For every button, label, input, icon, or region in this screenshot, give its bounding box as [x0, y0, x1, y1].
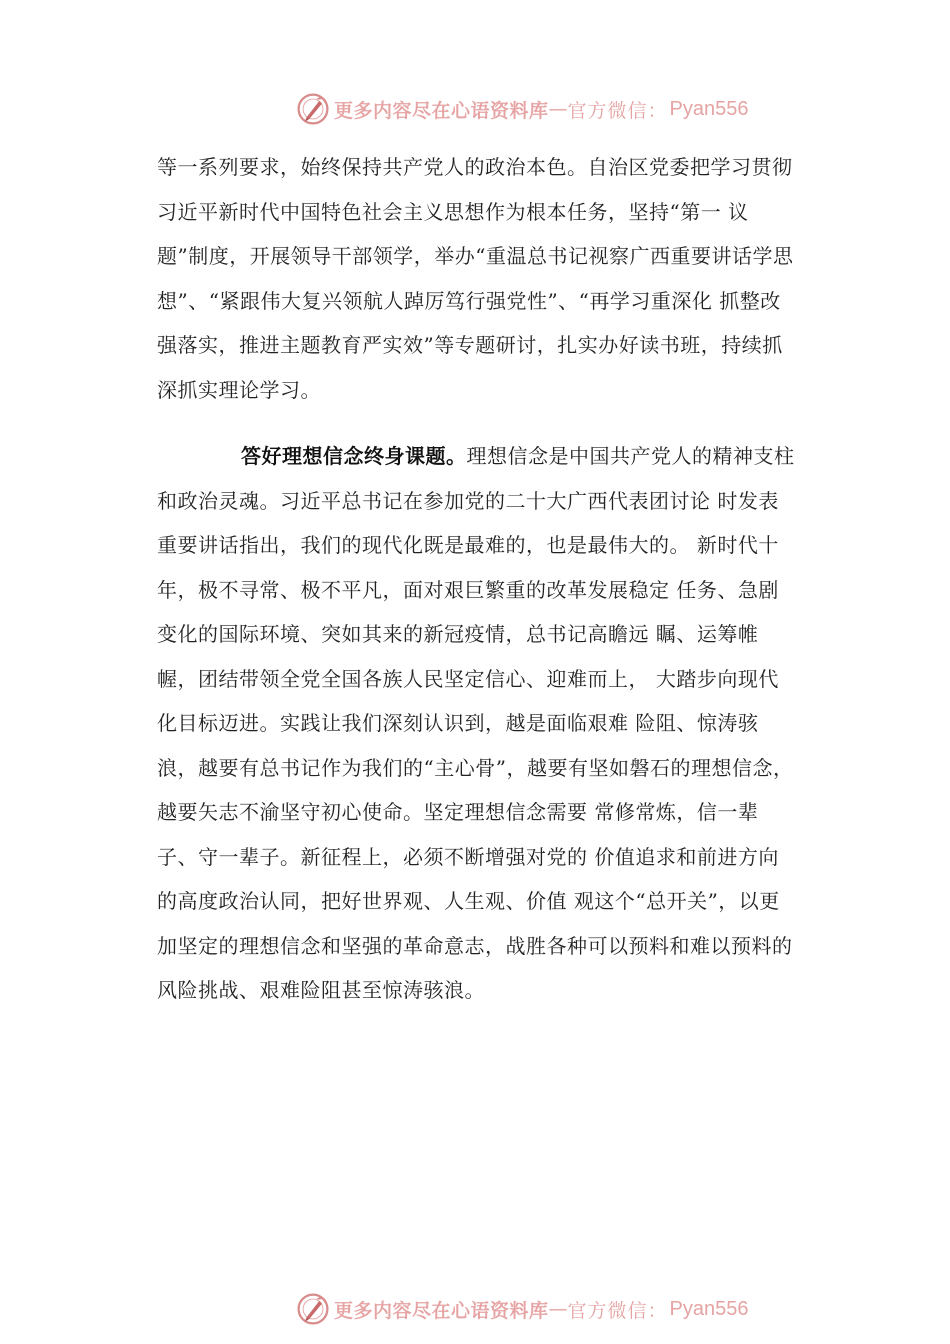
- pen-seal-icon: [295, 91, 331, 127]
- paragraph-heading: 答好理想信念终身课题。: [241, 444, 467, 468]
- pen-seal-icon: [295, 1291, 331, 1327]
- paragraph-text: 理想信念是中国共产党人的精神支柱和政治灵魂。习近平总书记在参加党的二十大广西代表团讨论 时发表重要讲话指出，我们的现代化既是最难的，也是最伟大的。 新时代十年，极不寻常、极不平凡，面对艰巨繁重的改革发展稳定 任务、急剧变化的国际环境、突如其来的新冠疫情，总书记高瞻远 瞩、运筹帷幄，团结带领全党全国各族人民坚定信心、迎难而上， 大踏步向现代化目标迈进。实践让我们深刻认识到，越是面临艰难 险阻、惊涛骇浪，越要有总书记作为我们的“主心骨”，越要有坚如磐石的理想信念，越要矢志不渝坚守初心使命。坚定理想信念需要 常修常炼，信一辈子、守一辈子。新征程上，必须不断增强对党的 价值追求和前进方向的高度政治认同，把好世界观、人生观、价值 观这个“总开关”，以更加坚定的理想信念和坚强的革命意志，战胜各种可以预料和难以预料的风险挑战、艰难险阻甚至惊涛骇浪。: [157, 444, 795, 1002]
- watermark-label: 官方微信：: [567, 1299, 668, 1322]
- paragraph: [157, 145, 797, 412]
- watermark-dash: —: [548, 1298, 568, 1320]
- watermark-dash: —: [548, 98, 568, 120]
- watermark-wechat-id: Pyan556: [669, 97, 749, 120]
- document-body: [157, 145, 797, 1013]
- paragraph: [157, 434, 797, 1013]
- header-watermark: [295, 89, 749, 129]
- watermark-brand: 更多内容尽在心语资料库: [334, 99, 549, 122]
- paragraph-text: 等一系列要求，始终保持共产党人的政治本色。自治区党委把学习贯彻习近平新时代中国特色社会主义思想作为根本任务，坚持“第一 议题”制度，开展领导干部领学，举办“重温总书记视察广西重要讲话学思想”、“紧跟伟大复兴领航人踔厉笃行强党性”、“再学习重深化 抓整改强落实，推进主题教育严实效”等专题研讨，扎实办好读书班，持续抓深抓实理论学习。: [157, 155, 794, 402]
- watermark-label: 官方微信：: [567, 99, 668, 122]
- watermark-wechat-id: Pyan556: [669, 1297, 749, 1320]
- footer-watermark: [295, 1289, 749, 1329]
- watermark-brand: 更多内容尽在心语资料库: [334, 1299, 549, 1322]
